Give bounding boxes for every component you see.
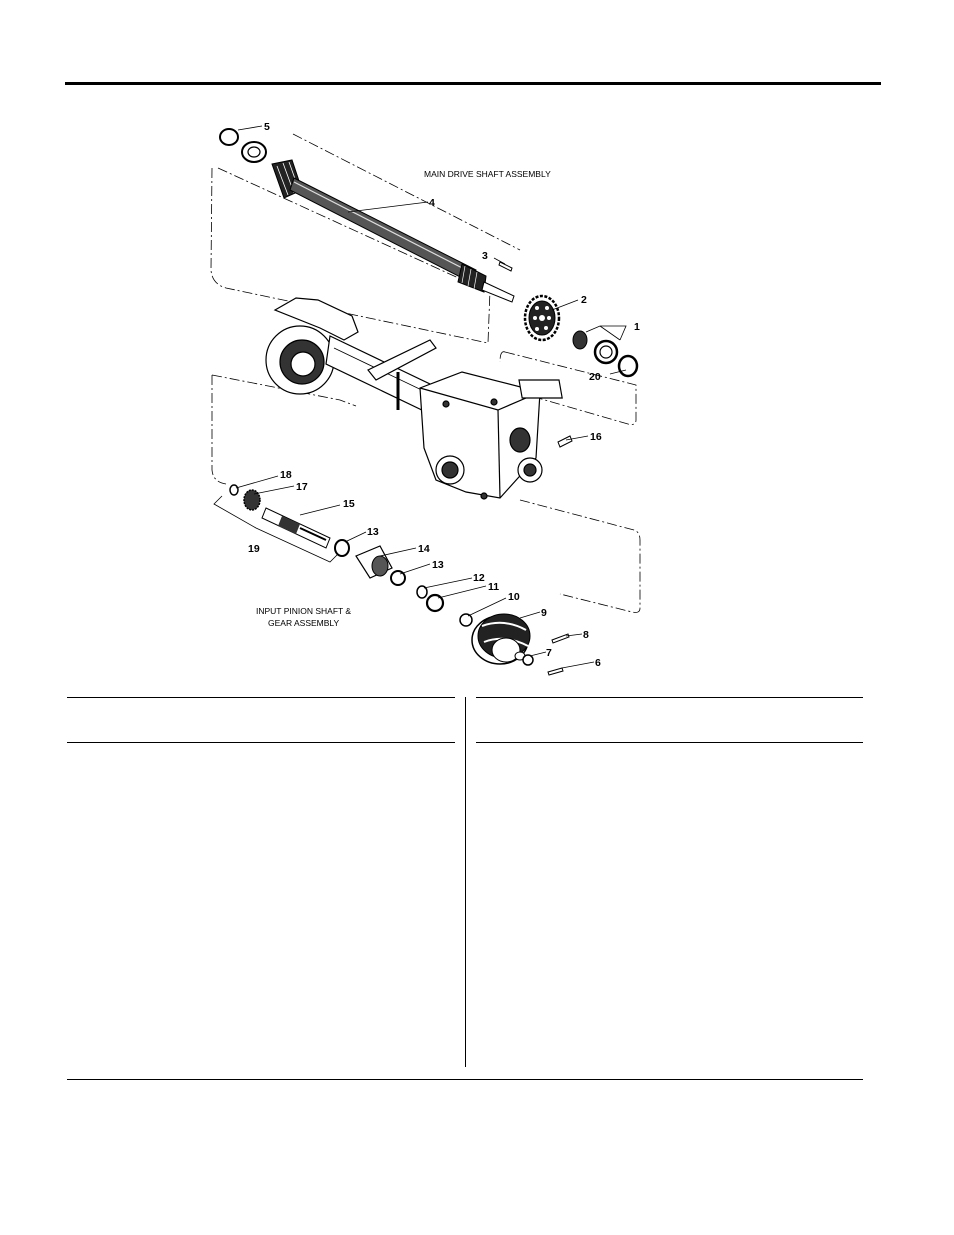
caption-input-pinion-line1: INPUT PINION SHAFT & <box>256 606 352 616</box>
gearbox-housing <box>266 298 562 499</box>
callout-19: 19 <box>248 543 260 555</box>
callout-11: 11 <box>488 581 500 593</box>
spur-gear <box>525 296 559 340</box>
callout-16: 15 <box>343 498 355 510</box>
table-right-top-rule <box>476 697 863 698</box>
callout-12: 12 <box>473 572 485 584</box>
table-left-top-rule <box>67 697 455 698</box>
callout-7: 7 <box>546 647 552 659</box>
callout-2: 2 <box>581 294 587 306</box>
table-left-header-rule <box>67 742 455 743</box>
callout-13-upper: 13 <box>367 526 379 538</box>
callout-14: 14 <box>418 543 430 555</box>
callout-13-lower: 13 <box>432 559 444 571</box>
bearing-assembly <box>573 331 637 376</box>
callout-17: 17 <box>296 481 308 493</box>
input-pinion-shaft <box>230 485 569 675</box>
callout-10: 10 <box>508 591 520 603</box>
callout-1: 1 <box>634 321 640 333</box>
table-bottom-rule <box>67 1079 863 1080</box>
table-column-divider <box>465 697 466 1067</box>
callout-4: 4 <box>429 197 435 209</box>
table-right-header-rule <box>476 742 863 743</box>
callout-8: 8 <box>583 629 589 641</box>
callout-9: 9 <box>541 607 547 619</box>
caption-main-drive-shaft: MAIN DRIVE SHAFT ASSEMBLY <box>424 169 551 179</box>
callout-5: 5 <box>264 121 270 133</box>
callout-20: 20 <box>589 371 601 383</box>
caption-input-pinion-line2: GEAR ASSEMBLY <box>268 618 340 628</box>
main-drive-shaft <box>220 129 514 302</box>
callout-18: 18 <box>280 469 292 481</box>
callout-15: 16 <box>590 431 602 443</box>
callout-3: 3 <box>482 250 488 262</box>
callout-6: 6 <box>595 657 601 669</box>
